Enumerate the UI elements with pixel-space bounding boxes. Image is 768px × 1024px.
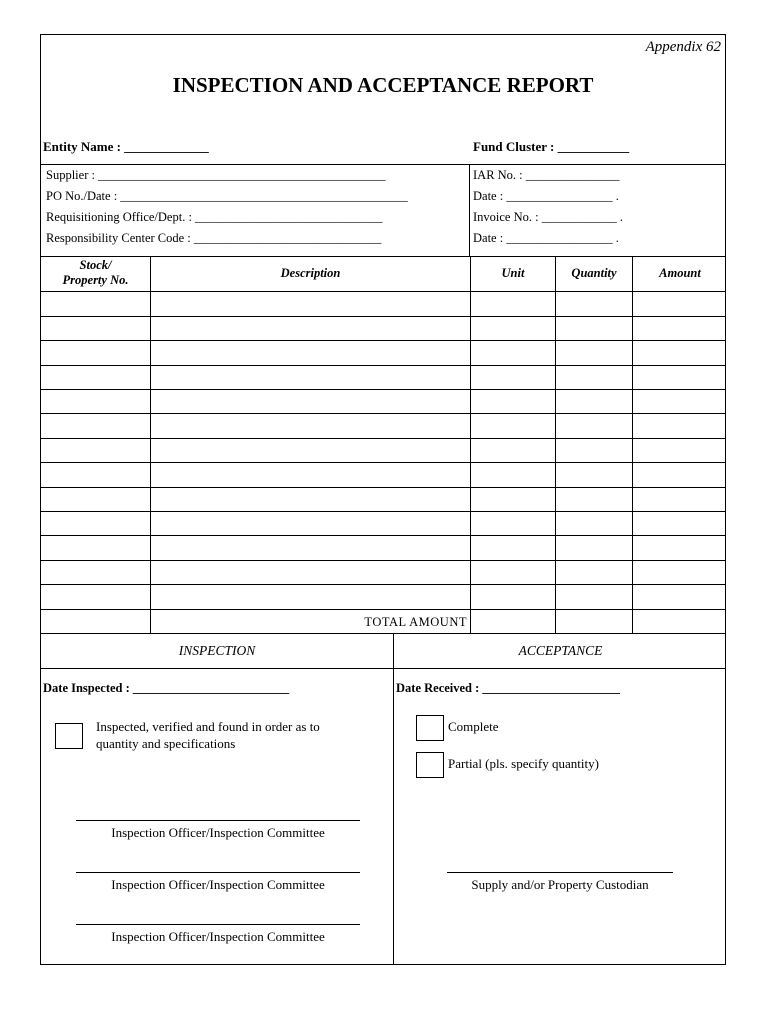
iar-date-field[interactable]: Date : _________________ . [473, 189, 619, 203]
inspected-statement-line2: quantity and specifications [96, 736, 236, 751]
appendix-label: Appendix 62 [645, 39, 721, 55]
total-amount-label: TOTAL AMOUNT [364, 615, 467, 629]
table-row-line [41, 462, 725, 463]
table-row-line [41, 535, 725, 536]
table-row-line [41, 340, 725, 341]
inspected-checkbox[interactable] [55, 723, 83, 749]
inspected-statement-line1: Inspected, verified and found in order as to [96, 719, 320, 734]
col-header-description: Description [280, 266, 341, 280]
table-row-line [41, 438, 725, 439]
responsibility-center-field[interactable]: Responsibility Center Code : ______________________________ [46, 231, 382, 245]
report-form [40, 34, 726, 965]
table-row-line [41, 316, 725, 317]
requisitioning-office-field[interactable]: Requisitioning Office/Dept. : ______________________________ [46, 210, 383, 224]
table-row-line [41, 389, 725, 390]
fund-cluster-field[interactable] [473, 139, 629, 155]
table-row-line [41, 413, 725, 414]
signature-line-officer-1[interactable] [76, 820, 360, 821]
col-divider-unit [555, 256, 556, 633]
table-row-line [41, 609, 725, 610]
po-date-field[interactable]: PO No./Date : ______________________________________________ [46, 189, 408, 203]
partial-label: Partial (pls. specify quantity) [448, 756, 599, 771]
col-header-unit: Unit [501, 266, 525, 280]
complete-label: Complete [448, 719, 499, 734]
table-total-border [41, 633, 725, 634]
table-row-line [41, 487, 725, 488]
complete-checkbox[interactable] [416, 715, 444, 741]
table-top-border [41, 256, 725, 257]
section-header-border [41, 668, 725, 669]
invoice-date-field[interactable]: Date : _________________ . [473, 231, 619, 245]
col-header-stock [41, 258, 150, 288]
signature-line-officer-2[interactable] [76, 872, 360, 873]
table-row-line [41, 365, 725, 366]
entity-name-field[interactable] [43, 139, 209, 155]
section-divider [393, 633, 394, 965]
entity-name-label: Entity Name : [43, 139, 121, 154]
supplier-field[interactable]: Supplier : ______________________________________________ [46, 168, 386, 182]
col-divider-quantity [632, 256, 633, 633]
entity-name-line: _____________ [124, 139, 209, 154]
col-header-amount: Amount [659, 266, 701, 280]
fund-cluster-line: ___________ [557, 139, 630, 154]
inspected-statement [96, 718, 386, 752]
signature-line-officer-3[interactable] [76, 924, 360, 925]
table-row-line [41, 584, 725, 585]
acceptance-heading: ACCEPTANCE [518, 643, 603, 658]
signature-line-custodian[interactable] [447, 872, 673, 873]
inspection-heading: INSPECTION [178, 643, 256, 658]
col-divider-stock [150, 256, 151, 633]
custodian-label: Supply and/or Property Custodian [471, 877, 649, 892]
date-received-field[interactable]: Date Received : ______________________ [396, 681, 620, 695]
table-header-border [41, 291, 725, 292]
table-row-line [41, 511, 725, 512]
report-title: INSPECTION AND ACCEPTANCE REPORT [172, 73, 594, 97]
divider-header [41, 164, 725, 165]
table-row-line [41, 560, 725, 561]
col-header-stock-line1: Stock/ [79, 258, 112, 272]
iar-no-field[interactable]: IAR No. : _______________ [473, 168, 620, 182]
col-header-stock-line2: Property No. [62, 273, 129, 287]
date-inspected-field[interactable]: Date Inspected : _________________________ [43, 681, 290, 695]
divider-info [469, 164, 470, 256]
officer-label-2: Inspection Officer/Inspection Committee [111, 877, 325, 892]
officer-label-3: Inspection Officer/Inspection Committee [111, 929, 325, 944]
col-header-quantity: Quantity [571, 266, 617, 280]
partial-checkbox[interactable] [416, 752, 444, 778]
invoice-no-field[interactable]: Invoice No. : ____________ . [473, 210, 623, 224]
col-divider-description [470, 256, 471, 633]
officer-label-1: Inspection Officer/Inspection Committee [111, 825, 325, 840]
fund-cluster-label: Fund Cluster : [473, 139, 555, 154]
